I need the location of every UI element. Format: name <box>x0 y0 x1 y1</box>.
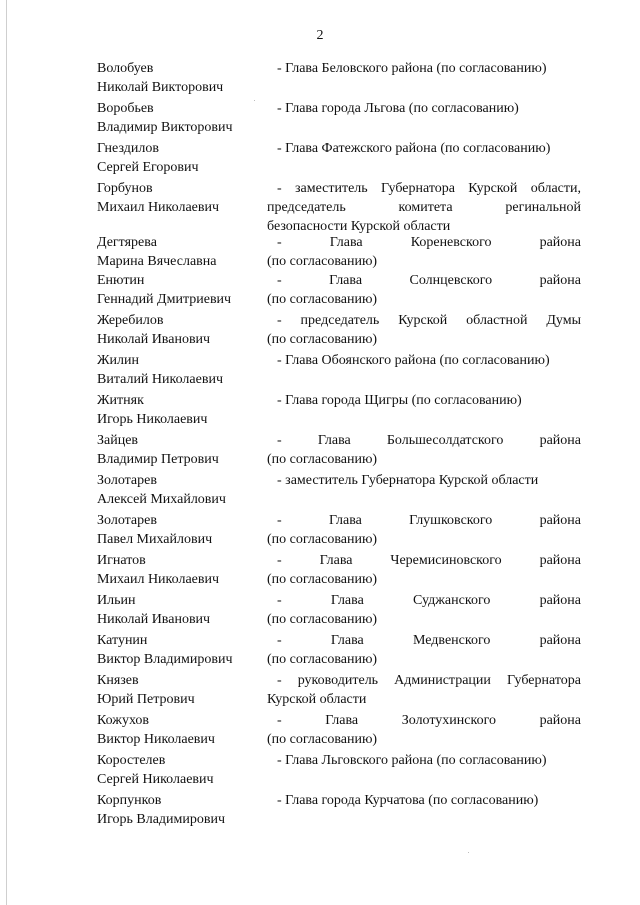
given-names: Михаил Николаевич <box>97 200 220 215</box>
list-item <box>97 791 581 831</box>
position-description <box>267 431 581 469</box>
person-name <box>97 179 267 217</box>
position-description <box>267 139 581 158</box>
position-line: (по согласованию) <box>267 452 378 467</box>
person-name <box>97 511 267 549</box>
person-name <box>97 711 267 749</box>
position-line: (по согласованию) <box>267 732 378 747</box>
position-line: - Глава Черемисиновского района <box>277 553 581 568</box>
list-item <box>97 311 581 351</box>
position-description <box>267 179 581 236</box>
person-name <box>97 471 267 509</box>
position-line: (по согласованию) <box>267 254 378 269</box>
position-line: - Глава Беловского района (по согласованию) <box>277 61 547 76</box>
page-number: 2 <box>316 28 324 43</box>
list-item <box>97 431 581 471</box>
list-item <box>97 551 581 591</box>
list-item <box>97 59 581 99</box>
list-item <box>97 179 581 233</box>
surname: Золотарев <box>97 473 157 488</box>
given-names: Геннадий Дмитриевич <box>97 292 232 307</box>
position-description <box>267 271 581 309</box>
given-names: Владимир Викторович <box>97 120 233 135</box>
position-line: - руководитель Администрации Губернатора <box>277 673 581 688</box>
surname: Князев <box>97 673 139 688</box>
surname: Житняк <box>97 393 144 408</box>
list-item <box>97 139 581 179</box>
position-line: - Глава Фатежского района (по согласованию) <box>277 141 551 156</box>
position-line: - заместитель Губернатора Курской области <box>277 473 539 488</box>
person-name <box>97 631 267 669</box>
list-item <box>97 511 581 551</box>
given-names: Николай Иванович <box>97 332 211 347</box>
person-name <box>97 59 267 97</box>
given-names: Алексей Михайлович <box>97 492 226 507</box>
position-description <box>267 311 581 349</box>
position-description <box>267 751 581 770</box>
position-description <box>267 391 581 410</box>
person-name <box>97 351 267 389</box>
position-line: - Глава Кореневского района <box>277 235 581 250</box>
position-line: - Глава города Льгова (по согласованию) <box>277 101 519 116</box>
position-line: Курской области <box>267 692 367 707</box>
person-name <box>97 99 267 137</box>
position-description <box>267 233 581 271</box>
person-name <box>97 431 267 469</box>
surname: Зайцев <box>97 433 139 448</box>
person-name <box>97 271 267 309</box>
surname: Гнездилов <box>97 141 159 156</box>
given-names: Игорь Владимирович <box>97 812 226 827</box>
position-line: - Глава Солнцевского района <box>277 273 581 288</box>
surname: Дегтярева <box>97 235 157 250</box>
list-item <box>97 751 581 791</box>
person-name <box>97 751 267 789</box>
position-line: - Глава Обоянского района (по согласованию) <box>277 353 550 368</box>
list-item <box>97 233 581 271</box>
position-line: - Глава Большесолдатского района <box>277 433 581 448</box>
position-description <box>267 59 581 78</box>
position-line: - заместитель Губернатора Курской области, <box>277 181 581 196</box>
list-item <box>97 271 581 311</box>
given-names: Юрий Петрович <box>97 692 195 707</box>
member-list <box>97 59 581 831</box>
given-names: Сергей Егорович <box>97 160 199 175</box>
position-line: - председатель Курской областной Думы <box>277 313 581 328</box>
person-name <box>97 591 267 629</box>
position-description <box>267 471 581 490</box>
given-names: Николай Иванович <box>97 612 211 627</box>
list-item <box>97 671 581 711</box>
person-name <box>97 233 267 271</box>
position-line: - Глава Льговского района (по согласованию) <box>277 753 547 768</box>
list-item <box>97 351 581 391</box>
given-names: Игорь Николаевич <box>97 412 208 427</box>
surname: Коростелев <box>97 753 166 768</box>
position-line: (по согласованию) <box>267 292 378 307</box>
position-line: (по согласованию) <box>267 652 378 667</box>
given-names: Николай Викторович <box>97 80 224 95</box>
position-line: - Глава Золотухинского района <box>277 713 581 728</box>
position-line: безопасности Курской области <box>267 219 451 234</box>
surname: Игнатов <box>97 553 146 568</box>
given-names: Виталий Николаевич <box>97 372 223 387</box>
position-line: - Глава Глушковского района <box>277 513 581 528</box>
position-description <box>267 551 581 589</box>
person-name <box>97 311 267 349</box>
given-names: Михаил Николаевич <box>97 572 220 587</box>
list-item <box>97 631 581 671</box>
surname: Золотарев <box>97 513 157 528</box>
surname: Катунин <box>97 633 148 648</box>
list-item <box>97 471 581 511</box>
position-line: (по согласованию) <box>267 572 378 587</box>
surname: Енютин <box>97 273 145 288</box>
surname: Ильин <box>97 593 136 608</box>
person-name <box>97 671 267 709</box>
position-description <box>267 671 581 709</box>
position-description <box>267 631 581 669</box>
position-description <box>267 591 581 629</box>
surname: Жеребилов <box>97 313 164 328</box>
given-names: Марина Вячеславна <box>97 254 217 269</box>
position-line: - Глава города Щигры (по согласованию) <box>277 393 522 408</box>
given-names: Павел Михайлович <box>97 532 213 547</box>
surname: Кожухов <box>97 713 150 728</box>
given-names: Сергей Николаевич <box>97 772 214 787</box>
position-line: (по согласованию) <box>267 532 378 547</box>
scan-speck <box>468 852 469 853</box>
given-names: Виктор Николаевич <box>97 732 215 747</box>
position-line: - Глава Медвенского района <box>277 633 581 648</box>
position-description <box>267 711 581 749</box>
surname: Воробьев <box>97 101 154 116</box>
position-line: (по согласованию) <box>267 332 378 347</box>
list-item <box>97 591 581 631</box>
position-line: - Глава Суджанского района <box>277 593 581 608</box>
list-item <box>97 99 581 139</box>
position-description <box>267 351 581 370</box>
position-description <box>267 791 581 810</box>
surname: Жилин <box>97 353 140 368</box>
scan-edge-line <box>6 0 7 905</box>
person-name <box>97 139 267 177</box>
position-description <box>267 99 581 118</box>
list-item <box>97 711 581 751</box>
list-item <box>97 391 581 431</box>
position-description <box>267 511 581 549</box>
person-name <box>97 391 267 429</box>
given-names: Виктор Владимирович <box>97 652 233 667</box>
surname: Горбунов <box>97 181 153 196</box>
position-line: - Глава города Курчатова (по согласованию) <box>277 793 539 808</box>
position-line: председатель комитета регинальной <box>267 200 581 215</box>
given-names: Владимир Петрович <box>97 452 219 467</box>
position-line: (по согласованию) <box>267 612 378 627</box>
person-name <box>97 791 267 829</box>
surname: Волобуев <box>97 61 154 76</box>
person-name <box>97 551 267 589</box>
surname: Корпунков <box>97 793 162 808</box>
